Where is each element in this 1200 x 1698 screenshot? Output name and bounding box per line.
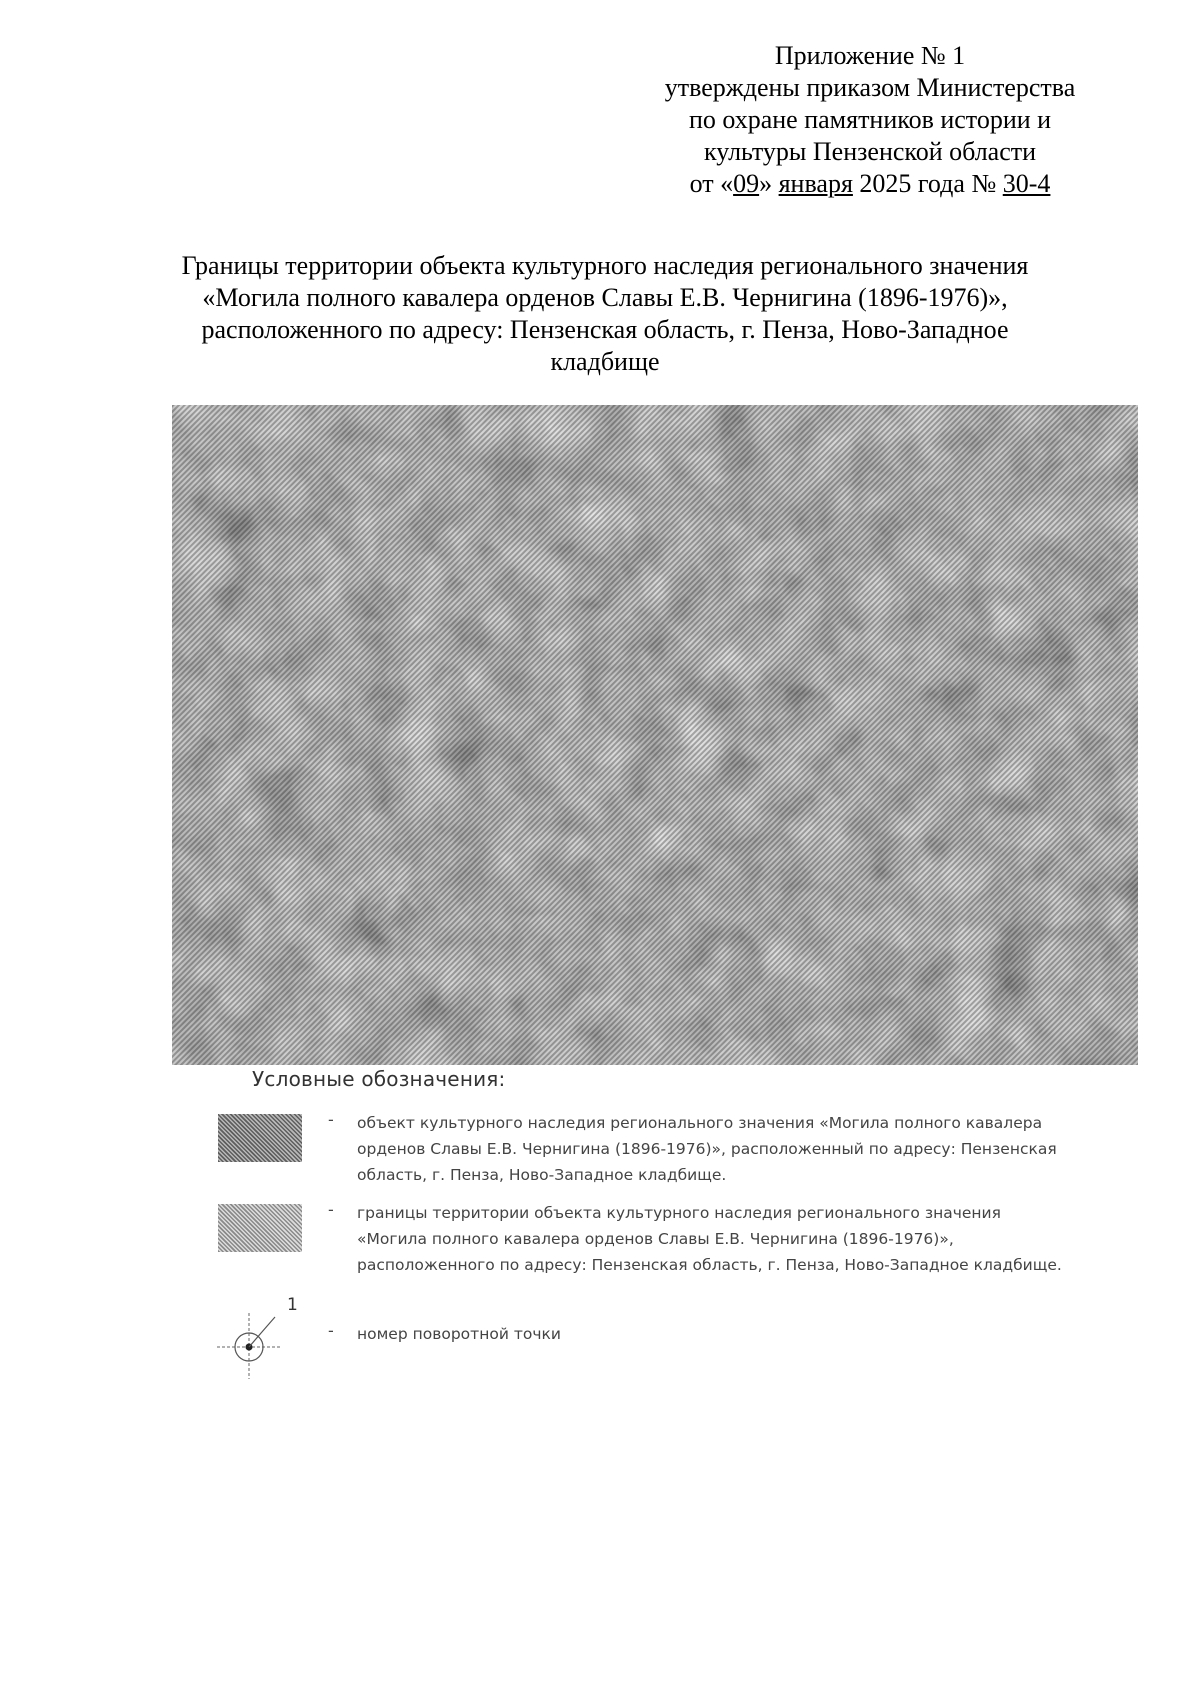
legend-object-line-1: объект культурного наследия регионального значения «Могила полного кавалера	[357, 1114, 1043, 1132]
legend-boundary-line-1: границы территории объекта культурного наследия регионального значения	[357, 1204, 1001, 1222]
document-title	[150, 250, 1060, 378]
date-suffix: 2025 года №	[852, 169, 1003, 198]
legend-item-turning-point	[215, 1285, 1135, 1380]
legend-title: Условные обозначения:	[252, 1067, 506, 1091]
legend-text-object	[357, 1110, 1137, 1188]
legend-dash: -	[328, 1200, 334, 1219]
legend-object-line-2: орденов Славы Е.В. Чернигина (1896-1976)», расположенный по адресу: Пензенская	[357, 1140, 1057, 1158]
header-ministry-line1: по охране памятников истории и	[688, 105, 1052, 134]
legend-text-boundary	[357, 1200, 1137, 1278]
order-number: 30-4	[1002, 169, 1051, 198]
legend-turning-point-line: номер поворотной точки	[357, 1325, 561, 1343]
header-appendix-number: Приложение № 1	[774, 41, 966, 70]
title-line-1: Границы территории объекта культурного наследия регионального значения	[181, 251, 1029, 280]
turning-point-icon	[215, 1303, 295, 1379]
title-line-4: кладбище	[550, 347, 660, 376]
date-mid: »	[759, 169, 779, 198]
approval-header	[600, 40, 1140, 200]
legend-boundary-line-2: «Могила полного кавалера орденов Славы Е.В. Чернигина (1896-1976)»,	[357, 1230, 954, 1248]
header-date-line	[600, 168, 1140, 200]
boundary-swatch	[218, 1204, 302, 1252]
legend-item-boundary	[215, 1200, 1135, 1280]
legend-boundary-line-3: расположенного по адресу: Пензенская область, г. Пенза, Ново-Западное кладбище.	[357, 1256, 1062, 1274]
header-approved-by: утверждены приказом Министерства	[664, 73, 1076, 102]
title-line-2: «Могила полного кавалера орденов Славы Е.В. Чернигина (1896-1976)»,	[202, 283, 1008, 312]
object-swatch	[218, 1114, 302, 1162]
legend-object-line-3: область, г. Пенза, Ново-Западное кладбище.	[357, 1166, 727, 1184]
order-month: января	[778, 169, 853, 198]
aerial-map-image	[172, 405, 1138, 1065]
header-ministry-line2: культуры Пензенской области	[703, 137, 1037, 166]
legend-dash: -	[328, 1110, 334, 1129]
date-prefix: от «	[689, 169, 734, 198]
title-line-3: расположенного по адресу: Пензенская область, г. Пенза, Ново-Западное	[201, 315, 1009, 344]
aerial-map-svg	[172, 405, 1138, 1065]
turning-point-number: 1	[287, 1295, 298, 1315]
legend-text-turning-point	[357, 1321, 1137, 1347]
order-day: 09	[733, 169, 760, 198]
legend-item-object	[215, 1110, 1135, 1190]
legend-dash: -	[328, 1321, 334, 1340]
